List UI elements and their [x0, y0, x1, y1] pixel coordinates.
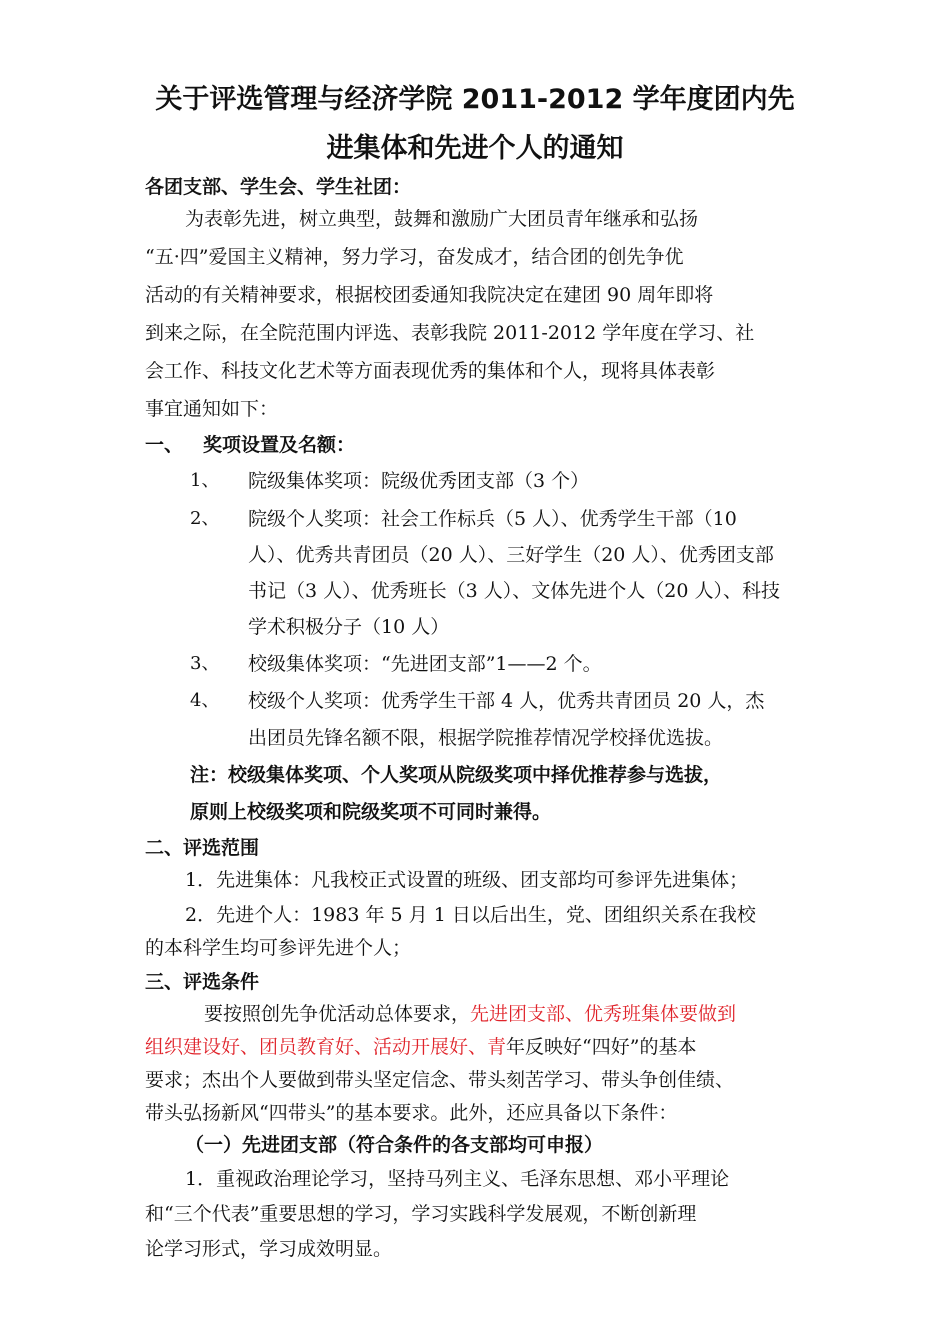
note-line-2: 原则上校级奖项和院级奖项不可同时兼得。: [190, 801, 552, 823]
salutation: 各团支部、学生会、学生社团：: [145, 176, 412, 198]
item-2-line-3: 书记（3 人）、优秀班长（3 人）、文体先进个人（20 人）、科技: [248, 580, 780, 602]
item-1-line-1: 院级集体奖项：院级优秀团支部（3 个）: [248, 470, 590, 492]
section-3-heading: 三、评选条件: [145, 971, 260, 993]
section-1-number: 一、: [145, 434, 184, 456]
note-line-1: 注：校级集体奖项、个人奖项从院级奖项中择优推荐参与选拔，: [190, 764, 723, 786]
section-3-line-2: [145, 1035, 696, 1059]
section-3-line-4: 带头弘扬新风“四带头”的基本要求。此外，还应具备以下条件：: [145, 1102, 678, 1124]
section-2-para-2-line-2: 的本科学生均可参评先进个人；: [145, 937, 412, 959]
item-4-line-2: 出团员先锋名额不限，根据学院推荐情况学校择优选拔。: [248, 727, 724, 749]
intro-line-1: 为表彰先进，树立典型，鼓舞和激励广大团员青年继承和弘扬: [185, 208, 699, 230]
section-3-line-1-highlight: 先进团支部、优秀班集体要做到: [470, 1003, 737, 1025]
condition-1-line-2: 和“三个代表”重要思想的学习，学习实践科学发展观，不断创新理: [145, 1203, 697, 1225]
item-4-number: 4、: [190, 690, 220, 711]
section-3-subheading: （一）先进团支部（符合条件的各支部均可申报）: [185, 1134, 604, 1156]
section-3-line-1-normal: 要按照创先争优活动总体要求，: [204, 1003, 471, 1025]
intro-line-4: 到来之际，在全院范围内评选、表彰我院 2011-2012 学年度在学习、社: [145, 322, 755, 344]
item-2-line-4: 学术积极分子（10 人）: [248, 616, 450, 638]
intro-line-6: 事宜通知如下：: [145, 398, 279, 420]
item-4-line-1: 校级个人奖项：优秀学生干部 4 人，优秀共青团员 20 人，杰: [248, 690, 765, 712]
section-2-para-1: 1．先进集体：凡我校正式设置的班级、团支部均可参评先进集体；: [185, 869, 749, 891]
condition-1-line-3: 论学习形式，学习成效明显。: [145, 1238, 393, 1260]
item-3-number: 3、: [190, 653, 220, 674]
condition-1-line-1: 1．重视政治理论学习，坚持马列主义、毛泽东思想、邓小平理论: [185, 1168, 730, 1190]
section-1-heading: 奖项设置及名额：: [203, 434, 356, 456]
intro-line-2: “五·四”爱国主义精神，努力学习，奋发成才，结合团的创先争优: [145, 246, 684, 268]
section-2-heading: 二、评选范围: [145, 837, 260, 859]
item-1-number: 1、: [190, 470, 220, 491]
document-title-line-2: 进集体和先进个人的通知: [326, 133, 624, 164]
item-2-line-2: 人）、优秀共青团员（20 人）、三好学生（20 人）、优秀团支部: [248, 544, 774, 566]
item-2-line-1: 院级个人奖项：社会工作标兵（5 人）、优秀学生干部（10: [248, 508, 737, 530]
item-2-number: 2、: [190, 508, 220, 529]
section-3-line-2-highlight: 组织建设好、团员教育好、活动开展好、青: [145, 1036, 507, 1058]
item-3-line-1: 校级集体奖项：“先进团支部”1——2 个。: [248, 653, 602, 675]
section-2-para-2-line-1: 2．先进个人：1983 年 5 月 1 日以后出生，党、团组织关系在我校: [185, 904, 756, 926]
section-3-line-2-normal: 年反映好“四好”的基本: [506, 1036, 697, 1058]
section-3-line-3: 要求；杰出个人要做到带头坚定信念、带头刻苦学习、带头争创佳绩、: [145, 1069, 735, 1091]
section-3-line-1: [204, 1002, 736, 1026]
document-title-line-1: 关于评选管理与经济学院 2011-2012 学年度团内先: [155, 84, 795, 115]
intro-line-3: 活动的有关精神要求，根据校团委通知我院决定在建团 90 周年即将: [145, 284, 714, 306]
intro-line-5: 会工作、科技文化艺术等方面表现优秀的集体和个人，现将具体表彰: [145, 360, 716, 382]
